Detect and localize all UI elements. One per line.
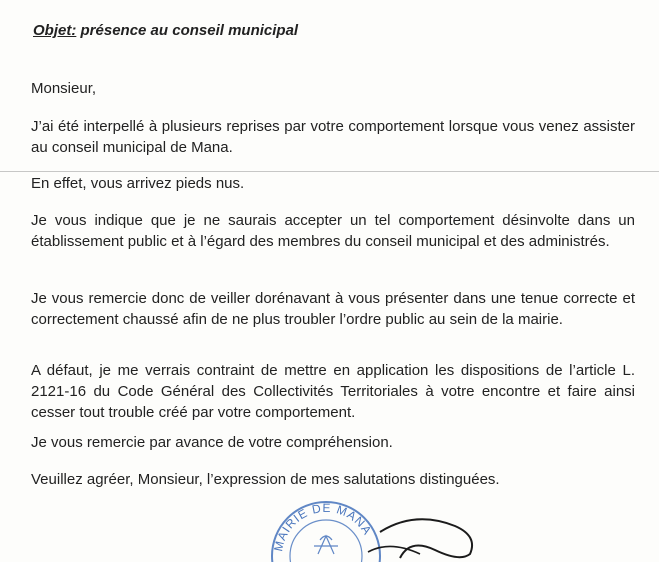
paragraph-pieds-nus: En effet, vous arrivez pieds nus. (31, 175, 245, 192)
paragraph-interpellation: J’ai été interpellé à plusieurs reprises par votre comportement lorsque vous venez assister au conseil municipal de Mana. (31, 118, 635, 156)
salutation: Monsieur, (31, 80, 97, 97)
scan-artifact-line (0, 171, 659, 172)
stamp-text: MAIRIE DE MANA (271, 500, 375, 553)
paragraph-comportement: Je vous indique que je ne saurais accepter un tel comportement désinvolte dans un établissement public et à l’égard des membres du conseil municipal et des administrés. (31, 212, 635, 250)
subject-line (33, 22, 298, 39)
svg-text:MAIRIE DE MANA (271, 501, 375, 553)
signature-stroke (380, 519, 472, 558)
subject-label: Objet: (33, 22, 77, 39)
paragraph-salutations: Veuillez agréer, Monsieur, l’expression de mes salutations distinguées. (31, 471, 500, 488)
paragraph-article: A défaut, je me verrais contraint de mettre en application les dispositions de l’article L. 2121-16 du Code Général des Collectivités Territoriales à votre encontre et faire ainsi cesser tout trouble créé par votre comportement. (31, 362, 635, 421)
subject-text: présence au conseil municipal (76, 22, 299, 39)
paragraph-tenue: Je vous remercie donc de veiller dorénavant à vous présenter dans une tenue correcte et correctement chaussé afin de ne plus troubler l’ordre public au sein de la mairie. (31, 290, 635, 328)
paragraph-remerciement: Je vous remercie par avance de votre compréhension. (31, 434, 393, 451)
stamp-emblem-icon (314, 536, 338, 554)
